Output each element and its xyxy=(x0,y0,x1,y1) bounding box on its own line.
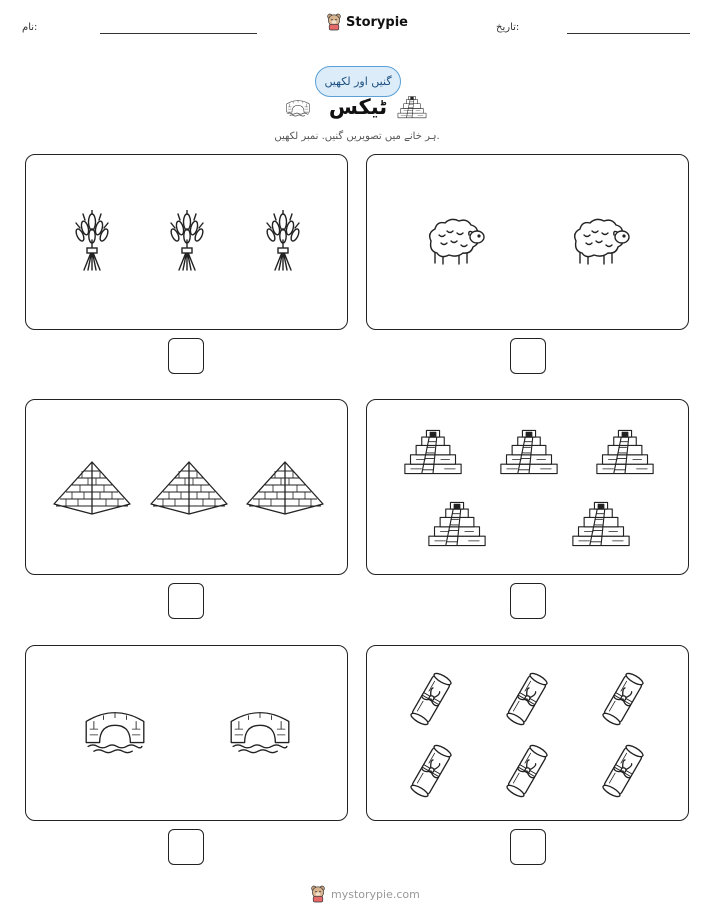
answer-box[interactable] xyxy=(510,338,546,374)
wheat-icon xyxy=(167,210,207,274)
name-line[interactable] xyxy=(100,33,257,34)
scroll-icon xyxy=(503,742,551,800)
wheat-icon xyxy=(263,210,303,274)
footer-url[interactable]: mystorypie.com xyxy=(331,887,420,901)
step-pyramid-icon xyxy=(403,428,463,476)
pyramid-icon xyxy=(245,460,325,516)
count-card-sheep xyxy=(366,154,689,330)
date-label: تاریخ: xyxy=(496,22,520,33)
scroll-icon xyxy=(407,670,455,728)
worksheet-tag: گنیں اور لکھیں xyxy=(315,66,401,97)
wheat-icon xyxy=(72,210,112,274)
answer-box[interactable] xyxy=(168,338,204,374)
date-line[interactable] xyxy=(567,33,690,34)
count-card-wheat xyxy=(25,154,348,330)
bear-logo-icon xyxy=(310,885,326,903)
answer-box[interactable] xyxy=(510,583,546,619)
count-card-pyramid xyxy=(25,399,348,575)
pyramid-icon xyxy=(149,460,229,516)
scroll-icon xyxy=(503,670,551,728)
sheep-icon xyxy=(568,217,632,267)
bridge-icon xyxy=(286,98,310,118)
bridge-icon xyxy=(229,708,291,756)
count-card-scroll xyxy=(366,645,689,821)
worksheet-instruction: ہر خانے میں تصویریں گنیں. نمبر لکھیں. xyxy=(274,131,440,142)
title-row xyxy=(283,95,433,127)
footer xyxy=(310,885,420,903)
sheep-icon xyxy=(423,217,487,267)
answer-box[interactable] xyxy=(168,583,204,619)
step-pyramid-icon xyxy=(571,500,631,548)
step-pyramid-icon xyxy=(427,500,487,548)
count-card-bridge xyxy=(25,645,348,821)
step-pyramid-icon xyxy=(397,95,427,119)
scroll-icon xyxy=(599,742,647,800)
brand-name: Storypie xyxy=(346,14,408,30)
step-pyramid-icon xyxy=(595,428,655,476)
bear-logo-icon xyxy=(326,13,342,31)
answer-box[interactable] xyxy=(510,829,546,865)
scroll-icon xyxy=(407,742,455,800)
bridge-icon xyxy=(84,708,146,756)
pyramid-icon xyxy=(52,460,132,516)
name-label: نام: xyxy=(22,22,38,33)
worksheet-title: ٹیکس xyxy=(328,95,388,119)
brand-logo xyxy=(326,13,408,31)
scroll-icon xyxy=(599,670,647,728)
count-card-step-pyramid xyxy=(366,399,689,575)
step-pyramid-icon xyxy=(499,428,559,476)
answer-box[interactable] xyxy=(168,829,204,865)
